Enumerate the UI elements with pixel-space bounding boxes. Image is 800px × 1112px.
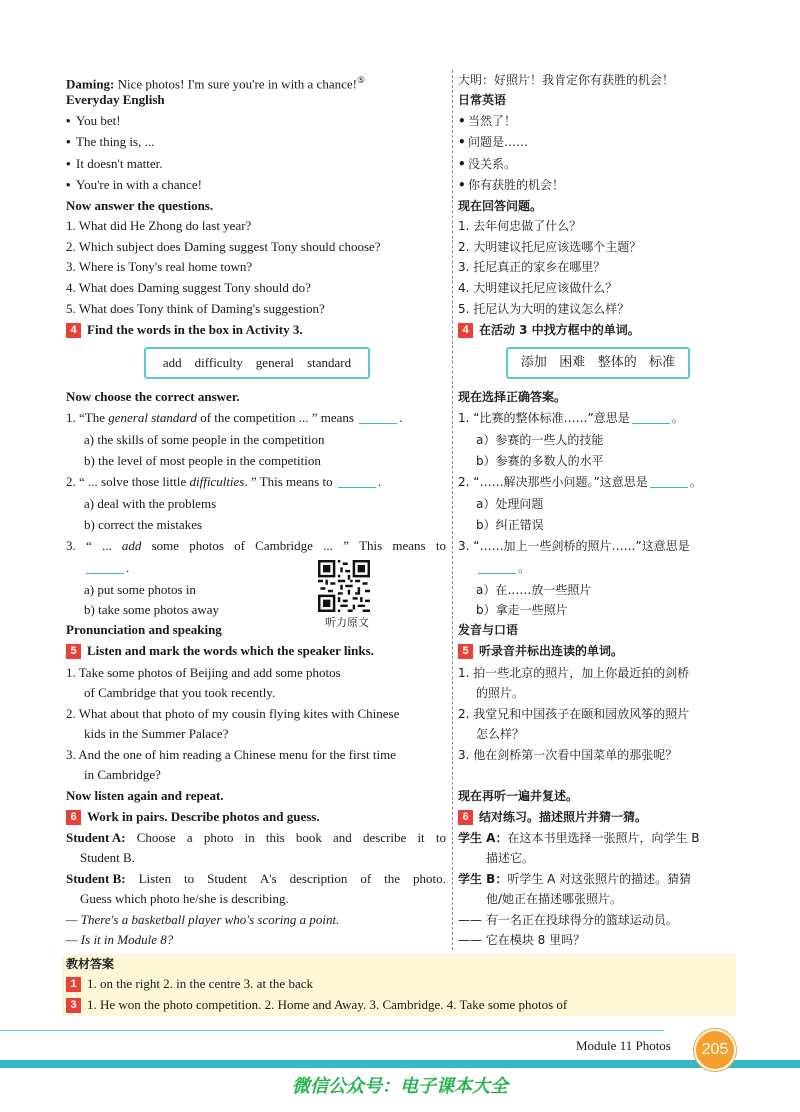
activity-5-heading: 5 Listen and mark the words which the speaker links. [66,641,446,661]
choice-question-3-cont: . [66,558,446,578]
pron-sentence-3-cont: in Cambridge? [84,767,161,782]
pronunciation-heading-zh: 发音与口语 [458,623,519,637]
listen-repeat-heading-zh: 现在再听一遍并复述。 [458,789,579,803]
pron-sentence-2-cont: kids in the Summer Palace? [84,726,229,741]
activity-6-heading: 6 Work in pairs. Describe photos and guess. [66,807,446,827]
answer-blank[interactable] [338,473,376,488]
choice-option: a) put some photos in [84,582,196,597]
answer-blank[interactable] [650,473,688,488]
list-item: • 你有获胜的机会！ [458,175,736,195]
pronunciation-heading: Pronunciation and speaking [66,622,222,637]
choice-option: b）参赛的多数人的水平 [476,454,604,468]
question-item: 2. Which subject does Daming suggest Tony should choose? [66,239,381,254]
list-item: • You're in with a chance! [66,175,446,195]
answer-row-1: 1 1. on the right 2. in the centre 3. at the back [66,974,736,994]
activity-number-badge: 1 [66,977,81,992]
answer-blank[interactable] [359,409,397,424]
list-item: • 没关系。 [458,154,736,174]
question-item: 3. Where is Tony's real home town? [66,259,253,274]
choice-option: b) the level of most people in the competition [84,453,321,468]
activity-number-badge: 5 [66,644,81,659]
pron-sentence-2: 2. What about that photo of my cousin flying kites with Chinese [66,706,400,721]
student-a-zh-cont: 描述它。 [486,851,535,865]
list-item: • 当然了！ [458,111,736,131]
pron-sentence-1: 1. Take some photos of Beijing and add some photos [66,665,341,680]
choice-option: b) take some photos away [84,602,220,617]
question-item: 4. What does Daming suggest Tony should do? [66,280,311,295]
pron-sentence-2-zh-cont: 怎么样？ [476,727,525,741]
box-word: standard [307,355,352,370]
activity-number-badge: 6 [66,810,81,825]
box-word: 添加 [520,355,547,370]
qr-code-icon[interactable] [318,560,370,612]
activity-6-heading-zh: 6 结对练习。描述照片并猜一猜。 [458,807,736,827]
question-item: 2. 大明建议托尼应该选哪个主题？ [458,240,642,254]
box-word: difficulty [194,355,243,370]
choice-option: a）参赛的一些人的技能 [476,433,604,447]
student-b-instruction-zh: 学生 B：听学生 A 对这张照片的描述。猜猜 [458,872,692,886]
pron-sentence-1-zh-cont: 的照片。 [476,686,525,700]
choice-option: a）在……放一些照片 [476,583,592,597]
pron-sentence-3: 3. And the one of him reading a Chinese menu for the first time [66,747,396,762]
question-item: 4. 大明建议托尼应该做什么？ [458,281,618,295]
pron-sentence-1-zh: 1. 拍一些北京的照片，加上你最近拍的剑桥 [458,666,690,680]
daming-dialogue-zh: 大明：好照片！我肯定你有获胜的机会！ [458,73,675,87]
choice-question-1-zh: 1. “比赛的整体标准……”意思是 。 [458,411,684,425]
choice-question-3-zh-cont: 。 [458,558,736,578]
student-b-zh-cont: 他/她正在描述哪张照片。 [486,892,623,906]
choose-answer-heading: Now choose the correct answer. [66,389,240,404]
box-word: add [162,355,182,370]
pron-sentence-3-zh: 3. 他在剑桥第一次看中国菜单的那张呢？ [458,748,678,762]
box-word: 标准 [649,355,676,370]
example-line: —— 有一名正在投球得分的篮球运动员。 [458,913,678,927]
choice-question-3: 3. “ ... add some photos of Cambridge ... ” This means to [66,538,446,553]
everyday-english-heading-zh: 日常英语 [458,93,507,107]
list-item: • The thing is, ... [66,132,446,152]
everyday-english-heading: Everyday English [66,92,165,107]
activity-number-badge: 3 [66,998,81,1013]
choice-option: b) correct the mistakes [84,517,203,532]
activity-5-heading-zh: 5 听录音并标出连读的单词。 [458,641,736,661]
box-word: 整体的 [597,355,637,370]
wechat-watermark: 微信公众号：电子课本大全 [292,1076,508,1097]
student-b-instruction: Student B: Listen to Student A's description of the photo. [66,871,446,886]
choice-question-2: 2. “ ... solve those little difficulties. ” This means to . [66,474,382,489]
example-line: —— 它在模块 8 里吗？ [458,933,586,947]
question-item: 1. What did He Zhong do last year? [66,218,252,233]
choice-option: b）纠正错误 [476,518,544,532]
qr-label: 听力原文 [325,616,369,629]
choice-option: a）处理问题 [476,497,544,511]
example-line: — Is it in Module 8? [66,932,174,947]
student-a-instruction-zh: 学生 A：在这本书里选择一张照片，向学生 B [458,831,700,845]
choice-question-2-zh: 2. “……解决那些小问题。”这意思是 。 [458,475,702,489]
answer-questions-heading-zh: 现在回答问题。 [458,199,543,213]
box-word: 困难 [559,355,586,370]
answer-blank[interactable] [478,559,516,574]
list-item: • You bet! [66,111,446,131]
student-a-cont: Student B. [80,850,135,865]
activity-4-heading-zh: 4 在活动 3 中找方框中的单词。 [458,320,736,340]
pron-sentence-1-cont: of Cambridge that you took recently. [84,685,276,700]
footer-band [0,1060,800,1068]
activity-number-badge: 6 [458,810,473,825]
choice-option: a) deal with the problems [84,496,217,511]
list-item: • 问题是…… [458,132,736,152]
answer-questions-heading: Now answer the questions. [66,198,214,213]
word-box-zh [506,347,690,379]
column-divider [452,70,453,950]
activity-number-badge: 5 [458,644,473,659]
daming-dialogue: Daming: Nice photos! I'm sure you're in with a chance!⑤ [66,75,366,92]
choice-option: a) the skills of some people in the competition [84,432,325,447]
question-item: 1. 去年何忠做了什么？ [458,219,582,233]
student-b-cont: Guess which photo he/she is describing. [80,891,289,906]
answer-row-3: 3 1. He won the photo competition. 2. Home and Away. 3. Cambridge. 4. Take some photos of [66,995,736,1015]
choice-option: b）拿走一些照片 [476,603,568,617]
choice-question-1: 1. “The general standard of the competition ... ” means . [66,410,403,425]
answer-blank[interactable] [632,409,670,424]
question-item: 5. What does Tony think of Daming's suggestion? [66,301,325,316]
activity-4-heading: 4 Find the words in the box in Activity 3. [66,320,446,340]
activity-number-badge: 4 [66,323,81,338]
module-label: Module 11 Photos [576,1038,671,1053]
activity-number-badge: 4 [458,323,473,338]
footer-rule [0,1030,664,1031]
choice-question-3-zh: 3. “……加上一些剑桥的照片……”这意思是 [458,539,690,553]
question-item: 3. 托尼真正的家乡在哪里？ [458,260,606,274]
textbook-answers-panel [62,954,736,1016]
box-word: general [255,355,295,370]
question-item: 5. 托尼认为大明的建议怎么样？ [458,302,630,316]
page-number: 205 [694,1029,736,1071]
example-line: — There's a basketball player who's scoring a point. [66,912,340,927]
answer-blank[interactable] [86,559,124,574]
student-a-instruction: Student A: Choose a photo in this book and describe it to [66,830,446,845]
answers-heading: 教材答案 [66,957,115,971]
list-item: • It doesn't matter. [66,154,446,174]
choose-answer-heading-zh: 现在选择正确答案。 [458,390,567,404]
listen-repeat-heading: Now listen again and repeat. [66,788,224,803]
pron-sentence-2-zh: 2. 我堂兄和中国孩子在颐和园放风筝的照片 [458,707,690,721]
word-box [144,347,370,379]
